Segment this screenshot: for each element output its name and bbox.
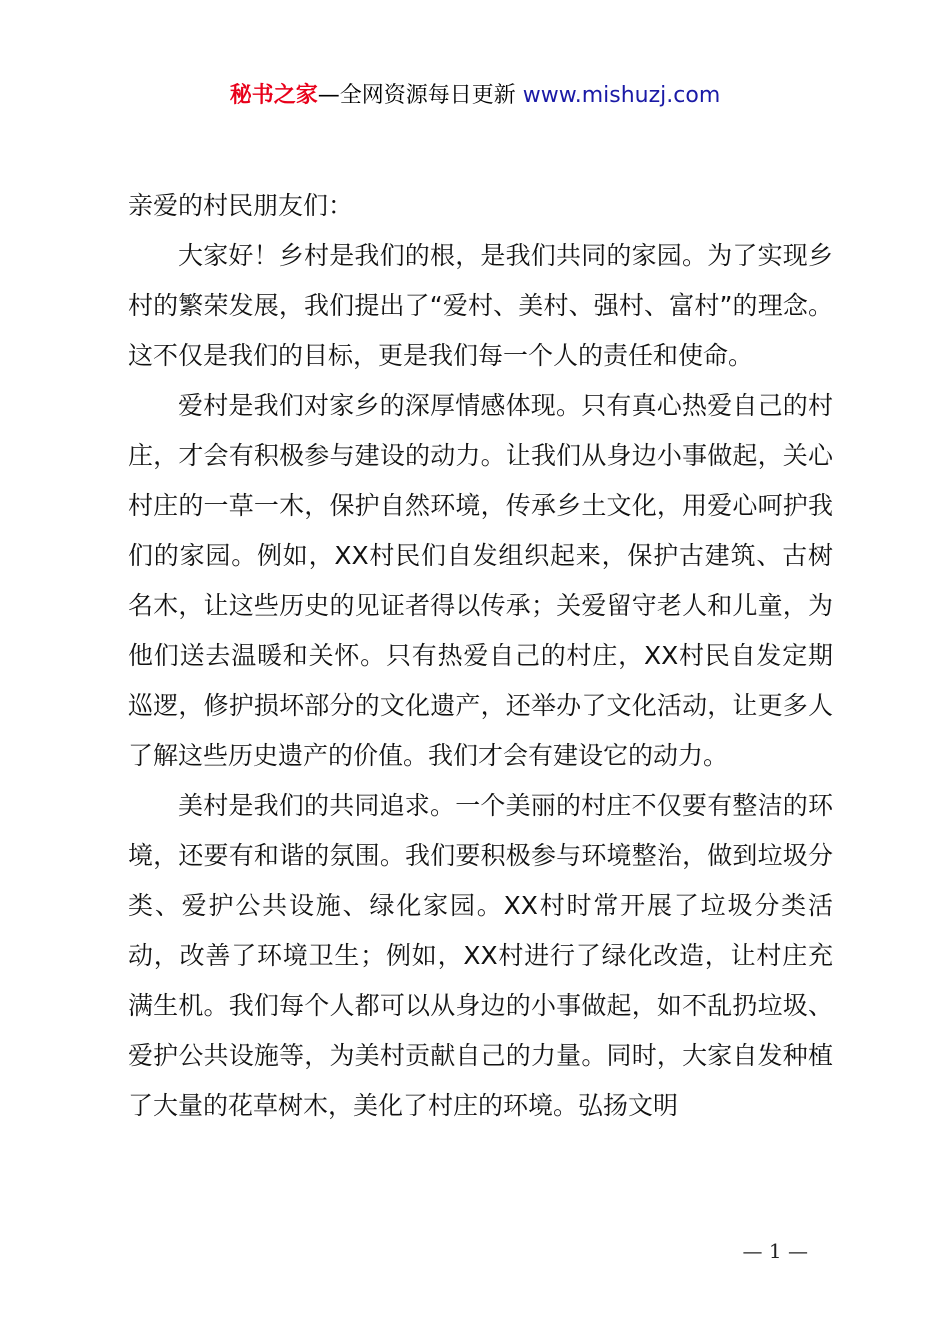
document-body <box>128 181 833 1131</box>
page-number: — 1 — <box>742 1239 808 1263</box>
site-header <box>0 78 950 114</box>
paragraph-beautiful-village: 美村是我们的共同追求。一个美丽的村庄不仅要有整洁的环境，还要有和谐的氛围。我们要积极参与环境整治，做到垃圾分类、爱护公共设施、绿化家园。XX村时常开展了垃圾分类活动，改善了环境卫生；例如，XX村进行了绿化改造，让村庄充满生机。我们每个人都可以从身边的小事做起，如不乱扔垃圾、爱护公共设施等，为美村贡献自己的力量。同时，大家自发种植了大量的花草树木，美化了村庄的环境。弘扬文明 <box>128 791 833 1120</box>
paragraph-love-village: 爱村是我们对家乡的深厚情感体现。只有真心热爱自己的村庄，才会有积极参与建设的动力。让我们从身边小事做起，关心村庄的一草一木，保护自然环境，传承乡土文化，用爱心呵护我们的家园。例如，XX村民们自发组织起来，保护古建筑、古树名木，让这些历史的见证者得以传承；关爱留守老人和儿童，为他们送去温暖和关怀。只有热爱自己的村庄，XX村民自发定期巡逻，修护损坏部分的文化遗产，还举办了文化活动，让更多人了解这些历史遗产的价值。我们才会有建设它的动力。 <box>128 391 833 770</box>
site-url[interactable]: www.mishuzj.com <box>522 83 721 108</box>
greeting-line: 亲爱的村民朋友们： <box>128 191 354 220</box>
paragraph-intro: 大家好！乡村是我们的根，是我们共同的家园。为了实现乡村的繁荣发展，我们提出了“爱村、美村、强村、富村”的理念。这不仅是我们的目标，更是我们每一个人的责任和使命。 <box>128 241 833 370</box>
site-brand: 秘书之家 <box>229 83 318 108</box>
site-tagline: —全网资源每日更新 <box>317 83 523 108</box>
